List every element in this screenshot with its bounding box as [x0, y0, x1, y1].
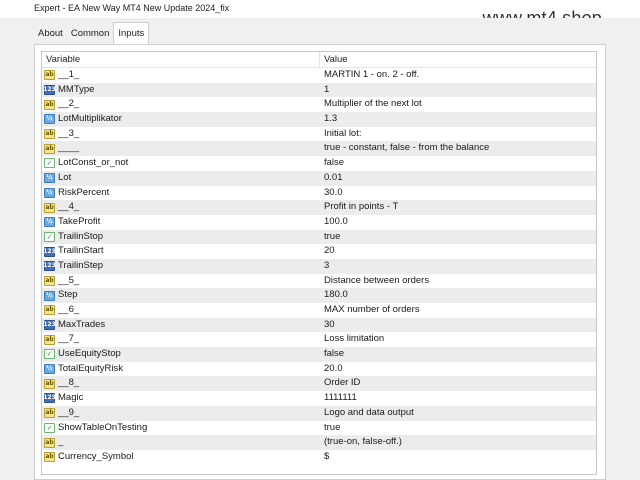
- table-row[interactable]: [42, 127, 596, 142]
- variable-name: __7_: [58, 333, 80, 345]
- value-cell[interactable]: true - constant, false - from the balance: [324, 142, 490, 154]
- table-body: [42, 68, 596, 465]
- value-cell[interactable]: 180.0: [324, 289, 348, 301]
- table-row[interactable]: [42, 274, 596, 289]
- variable-name: TrailinStart: [58, 245, 104, 257]
- string-type-icon: ab: [45, 409, 54, 417]
- value-cell[interactable]: 1111111: [324, 392, 357, 404]
- table-row[interactable]: [42, 406, 596, 421]
- column-header-value[interactable]: Value: [324, 54, 348, 65]
- variable-cell: [42, 318, 320, 333]
- integer-type-icon: 123: [43, 262, 56, 270]
- value-cell[interactable]: 30.0: [324, 186, 343, 198]
- variable-cell: [42, 406, 320, 421]
- string-type-icon: ab: [45, 453, 54, 461]
- integer-type-icon: 123: [43, 321, 56, 329]
- table-row[interactable]: [42, 450, 596, 465]
- variable-name: Currency_Symbol: [58, 450, 134, 462]
- variable-name: Magic: [58, 392, 84, 404]
- tab-about[interactable]: About: [38, 28, 63, 39]
- variable-name: Step: [58, 289, 78, 301]
- table-row[interactable]: [42, 230, 596, 245]
- variable-cell: [42, 332, 320, 347]
- inputs-panel: [34, 44, 606, 480]
- integer-type-icon: 123: [43, 394, 56, 402]
- value-cell[interactable]: (true-on, false-off.): [324, 436, 402, 448]
- table-row[interactable]: [42, 171, 596, 186]
- double-type-icon: ½: [44, 291, 55, 301]
- string-type-icon: ab: [45, 71, 54, 79]
- double-type-icon: ½: [44, 188, 55, 198]
- variable-cell: [42, 391, 320, 406]
- variable-cell: [42, 68, 320, 83]
- variable-name: __2_: [58, 98, 80, 110]
- table-row[interactable]: [42, 186, 596, 201]
- value-cell[interactable]: 30: [324, 318, 335, 330]
- table-row[interactable]: [42, 318, 596, 333]
- column-header-variable[interactable]: Variable: [42, 52, 320, 67]
- expert-properties-dialog: [0, 18, 640, 480]
- value-cell[interactable]: Logo and data output: [324, 406, 414, 418]
- variable-name: __3_: [58, 127, 80, 139]
- table-row[interactable]: [42, 362, 596, 377]
- table-row[interactable]: [42, 288, 596, 303]
- table-header: [42, 52, 596, 68]
- variable-cell: [42, 156, 320, 171]
- double-type-icon: ½: [44, 217, 55, 227]
- variable-name: TrailinStop: [58, 230, 104, 242]
- double-type-icon: ½: [44, 364, 55, 374]
- variable-name: ShowTableOnTesting: [58, 421, 148, 433]
- variable-name: __4_: [58, 201, 80, 213]
- variable-name: Lot: [58, 171, 72, 183]
- variable-name: TotalEquityRisk: [58, 362, 123, 374]
- table-row[interactable]: [42, 200, 596, 215]
- value-cell[interactable]: Multiplier of the next lot: [324, 98, 422, 110]
- variable-cell: [42, 362, 320, 377]
- table-row[interactable]: [42, 421, 596, 436]
- tab-bar: [34, 24, 149, 44]
- value-cell[interactable]: Distance between orders: [324, 274, 430, 286]
- value-cell[interactable]: 20: [324, 245, 335, 257]
- variable-name: __5_: [58, 274, 80, 286]
- value-cell[interactable]: false: [324, 348, 345, 360]
- table-row[interactable]: [42, 332, 596, 347]
- boolean-type-icon: ✓: [44, 232, 55, 242]
- variable-cell: [42, 230, 320, 245]
- variable-name: __8_: [58, 377, 80, 389]
- value-cell[interactable]: Initial lot:: [324, 127, 362, 139]
- table-row[interactable]: [42, 391, 596, 406]
- double-type-icon: ½: [44, 114, 55, 124]
- value-cell[interactable]: Order ID: [324, 377, 361, 389]
- value-cell[interactable]: true: [324, 230, 341, 242]
- table-row[interactable]: [42, 156, 596, 171]
- value-cell[interactable]: 0.01: [324, 171, 343, 183]
- variable-cell: [42, 171, 320, 186]
- boolean-type-icon: ✓: [44, 158, 55, 168]
- variable-name: _: [58, 436, 64, 448]
- variable-name: TakeProfit: [58, 215, 101, 227]
- table-row[interactable]: [42, 347, 596, 362]
- variable-name: LotConst_or_not: [58, 157, 129, 169]
- table-row[interactable]: [42, 435, 596, 450]
- variable-cell: [42, 97, 320, 112]
- tab-common[interactable]: Common: [70, 28, 110, 39]
- value-cell[interactable]: 20.0: [324, 362, 343, 374]
- variable-name: MaxTrades: [58, 318, 106, 330]
- table-row[interactable]: [42, 141, 596, 156]
- value-cell[interactable]: MAX number of orders: [324, 304, 420, 315]
- variable-cell: [42, 244, 320, 259]
- variable-name: RiskPercent: [58, 186, 110, 198]
- integer-type-icon: 123: [43, 247, 56, 255]
- string-type-icon: ab: [45, 438, 54, 446]
- string-type-icon: ab: [45, 306, 54, 314]
- table-row[interactable]: [42, 376, 596, 391]
- value-cell[interactable]: 1: [324, 83, 330, 95]
- boolean-type-icon: ✓: [44, 423, 55, 433]
- value-cell[interactable]: MARTIN 1 - on. 2 - off.: [324, 69, 420, 80]
- variable-name: MMType: [58, 83, 95, 95]
- variable-cell: [42, 215, 320, 230]
- variable-cell: [42, 259, 320, 274]
- value-cell[interactable]: Profit in points - T: [324, 201, 399, 213]
- table-row[interactable]: [42, 68, 596, 83]
- variable-cell: [42, 435, 320, 450]
- string-type-icon: ab: [45, 335, 54, 343]
- variable-cell: [42, 347, 320, 362]
- variable-cell: [42, 421, 320, 436]
- variable-cell: [42, 376, 320, 391]
- value-cell[interactable]: 100.0: [324, 215, 348, 227]
- table-row[interactable]: [42, 97, 596, 112]
- string-type-icon: ab: [45, 276, 54, 284]
- string-type-icon: ab: [45, 144, 54, 152]
- variable-cell: [42, 83, 320, 98]
- variable-cell: [42, 112, 320, 127]
- value-cell[interactable]: Loss limitation: [324, 333, 385, 345]
- window-title: Expert - EA New Way MT4 New Update 2024_fix: [0, 0, 640, 18]
- variable-name: __6_: [58, 304, 80, 315]
- table-row[interactable]: [42, 83, 596, 98]
- table-row[interactable]: [42, 215, 596, 230]
- string-type-icon: ab: [45, 130, 54, 138]
- value-cell[interactable]: $: [324, 450, 330, 462]
- integer-type-icon: 123: [43, 86, 56, 94]
- variable-cell: [42, 288, 320, 303]
- value-cell[interactable]: 1.3: [324, 113, 338, 125]
- variable-cell: [42, 450, 320, 465]
- variable-cell: [42, 127, 320, 142]
- inputs-table: [41, 51, 597, 475]
- variable-name: __9_: [58, 406, 80, 418]
- string-type-icon: ab: [45, 379, 54, 387]
- string-type-icon: ab: [45, 203, 54, 211]
- variable-name: TrailinStep: [58, 259, 104, 271]
- double-type-icon: ½: [44, 173, 55, 183]
- boolean-type-icon: ✓: [44, 349, 55, 359]
- table-row[interactable]: [42, 303, 596, 318]
- value-cell[interactable]: 3: [324, 259, 330, 271]
- variable-name: UseEquityStop: [58, 348, 121, 360]
- variable-cell: [42, 274, 320, 289]
- variable-name: __1_: [58, 69, 80, 80]
- string-type-icon: ab: [45, 100, 54, 108]
- value-cell[interactable]: false: [324, 157, 345, 169]
- variable-cell: [42, 141, 320, 156]
- variable-name: ____: [58, 142, 80, 154]
- variable-cell: [42, 200, 320, 215]
- tab-inputs[interactable]: Inputs: [113, 22, 149, 44]
- value-cell[interactable]: true: [324, 421, 341, 433]
- variable-cell: [42, 303, 320, 318]
- table-row[interactable]: [42, 112, 596, 127]
- variable-cell: [42, 186, 320, 201]
- table-row[interactable]: [42, 259, 596, 274]
- table-row[interactable]: [42, 244, 596, 259]
- variable-name: LotMultiplikator: [58, 113, 122, 125]
